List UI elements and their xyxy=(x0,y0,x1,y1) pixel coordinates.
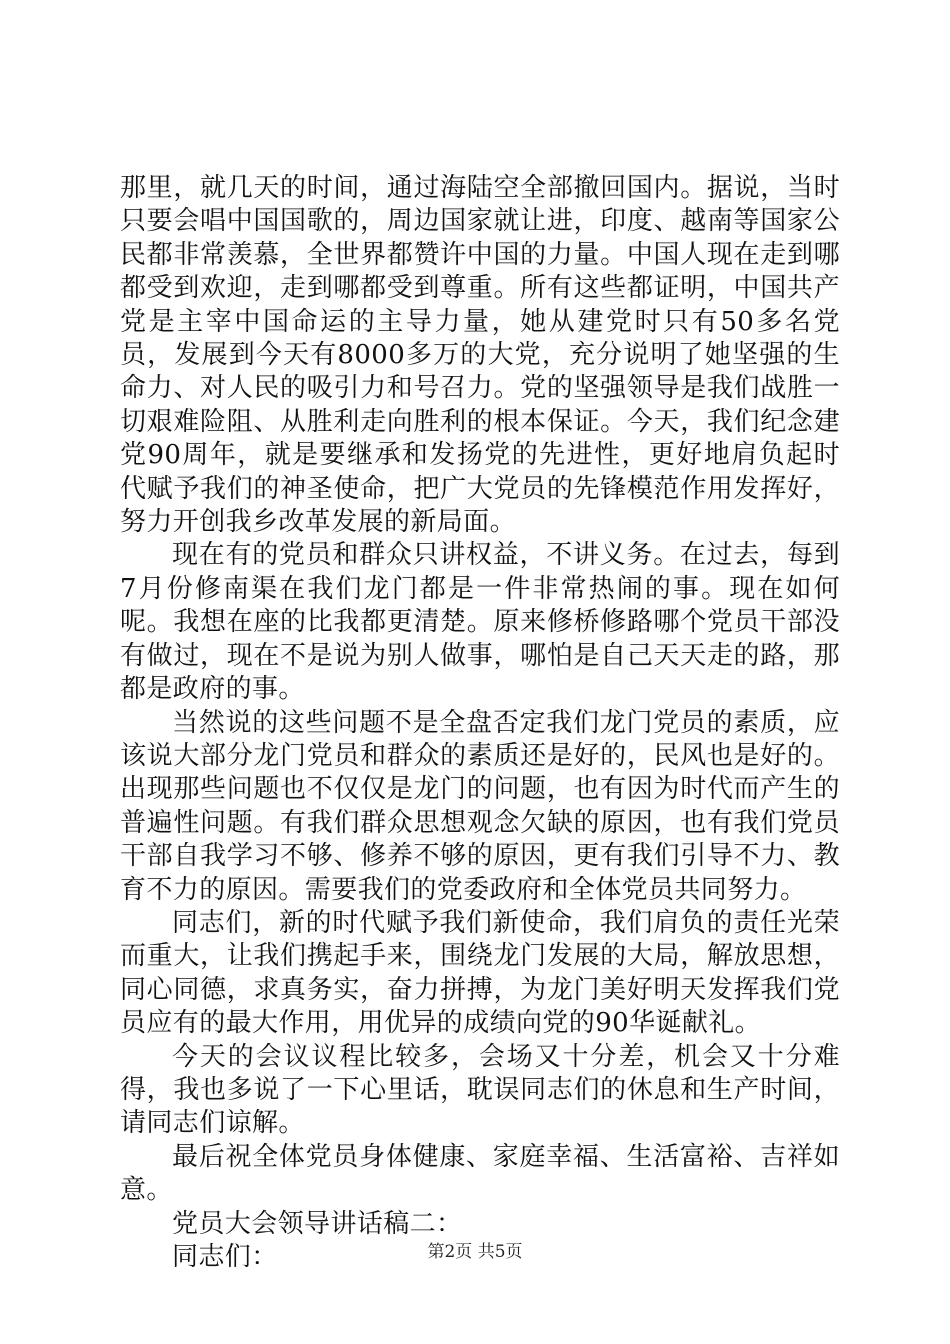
document-body xyxy=(120,172,840,1274)
paragraph-5: 今天的会议议程比较多，会场又十分差，机会又十分难得，我也多说了一下心里话，耽误同志们的休息和生产时间，请同志们谅解。 xyxy=(120,1041,840,1139)
salutation: 同志们： xyxy=(172,1242,278,1272)
paragraph-3: 当然说的这些问题不是全盘否定我们龙门党员的素质，应该说大部分龙门党员和群众的素质还是好的，民风也是好的。出现那些问题也不仅仅是龙门的问题，也有因为时代而产生的普遍性问题。有我们群众思想观念欠缺的原因，也有我们党员干部自我学习不够、修养不够的原因，更有我们引导不力、教育不力的原因。需要我们的党委政府和全体党员共同努力。 xyxy=(120,707,840,905)
page-number: 第2页 共5页 xyxy=(427,1242,523,1262)
page-footer xyxy=(0,1240,950,1264)
paragraph-4: 同志们，新的时代赋予我们新使命，我们肩负的责任光荣而重大，让我们携起手来，围绕龙门发展的大局，解放思想，同心同德，求真务实，奋力拼搏，为龙门美好明天发挥我们党员应有的最大作用，用优异的成绩向党的90华诞献礼。 xyxy=(120,907,840,1039)
paragraph-2: 现在有的党员和群众只讲权益，不讲义务。在过去，每到7月份修南渠在我们龙门都是一件非常热闹的事。现在如何呢。我想在座的比我都更清楚。原来修桥修路哪个党员干部没有做过，现在不是说为别人做事，哪怕是自己天天走的路，那都是政府的事。 xyxy=(120,540,840,705)
paragraph-1: 那里，就几天的时间，通过海陆空全部撤回国内。据说，当时只要会唱中国国歌的，周边国家就让进，印度、越南等国家公民都非常羡慕，全世界都赞许中国的力量。中国人现在走到哪都受到欢迎，走到哪都受到尊重。所有这些都证明，中国共产党是主宰中国命运的主导力量，她从建党时只有50多名党员，发展到今天有8000多万的大党，充分说明了她坚强的生命力、对人民的吸引力和号召力。党的坚强领导是我们战胜一切艰难险阻、从胜利走向胜利的根本保证。今天，我们纪念建党90周年，就是要继承和发扬党的先进性，更好地肩负起时代赋予我们的神圣使命，把广大党员的先锋模范作用发挥好，努力开创我乡改革发展的新局面。 xyxy=(120,173,840,538)
paragraph-6: 最后祝全体党员身体健康、家庭幸福、生活富裕、吉祥如意。 xyxy=(120,1141,840,1206)
section-heading: 党员大会领导讲话稿二： xyxy=(172,1208,463,1239)
